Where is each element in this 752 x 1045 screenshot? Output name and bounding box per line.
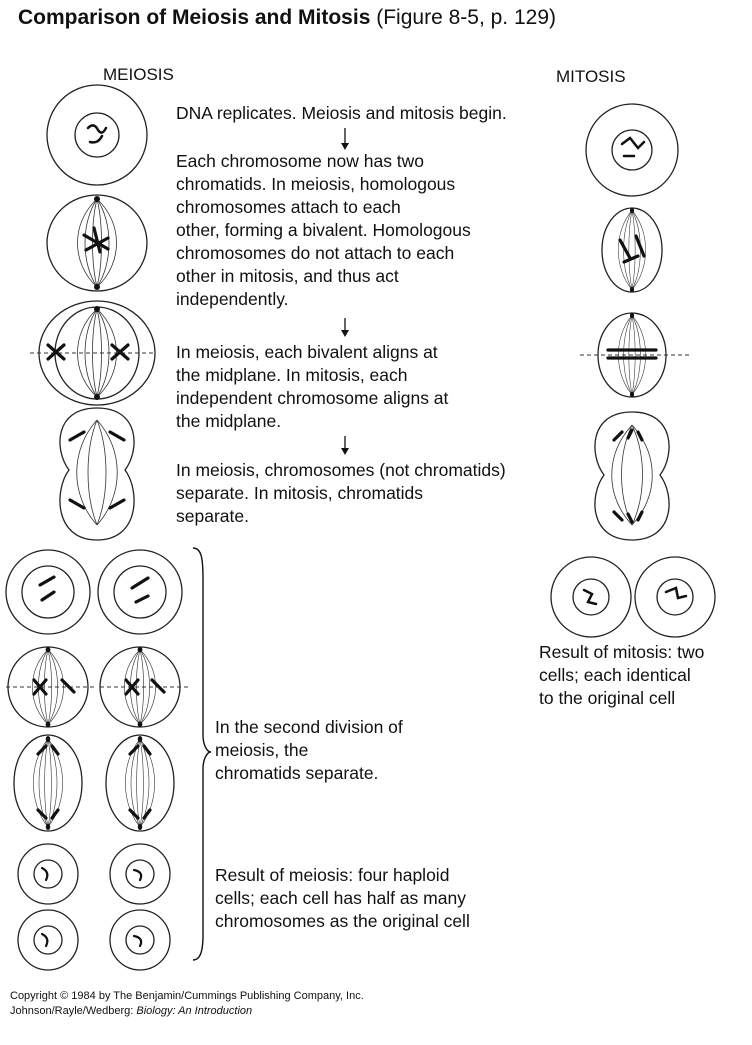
text-line: In meiosis, chromosomes (not chromatids) xyxy=(176,460,506,480)
mitosis-cell-prophase xyxy=(602,208,662,293)
step-chromatids xyxy=(176,150,471,311)
text-line: independently. xyxy=(176,289,289,309)
text-line: independent chromosome aligns at xyxy=(176,388,449,408)
text-line: other in mitosis, and thus act xyxy=(176,266,399,286)
text-line: the midplane. In mitosis, each xyxy=(176,365,408,385)
text-line: chromatids separate. xyxy=(215,763,379,783)
mitosis-cell-anaphase xyxy=(595,412,669,540)
copyright-credit xyxy=(10,989,364,1019)
title-reference: (Figure 8-5, p. 129) xyxy=(376,6,556,29)
step-midplane xyxy=(176,341,448,433)
text-line: other, forming a bivalent. Homologous xyxy=(176,220,471,240)
title-main: Comparison of Meiosis and Mitosis xyxy=(18,6,371,29)
meiosis-cell-interphase xyxy=(47,85,147,185)
text-line: the midplane. xyxy=(176,411,282,431)
meiosis-cell-anaphase xyxy=(60,408,134,540)
text-line: chromatids. In meiosis, homologous xyxy=(176,174,456,194)
step-dna-replicates xyxy=(176,102,507,125)
meiosis-cell-metaphase xyxy=(30,301,155,405)
text-line: to the original cell xyxy=(539,688,676,708)
text-line: In meiosis, each bivalent aligns at xyxy=(176,342,438,362)
text-line: Result of mitosis: two xyxy=(539,642,705,662)
text-line: chromosomes do not attach to each xyxy=(176,243,455,263)
meiosis-column-heading: MEIOSIS xyxy=(103,65,174,84)
mitosis-cell-metaphase xyxy=(580,313,690,398)
second-division-text xyxy=(215,716,403,785)
copyright-line: Copyright © 1984 by The Benjamin/Cummings Publishing Company, Inc. xyxy=(10,990,364,1002)
text-line: Each chromosome now has two xyxy=(176,151,425,171)
text-line: cells; each cell has half as many xyxy=(215,888,466,908)
text-line: meiosis, the xyxy=(215,740,309,760)
text-line: chromosomes attach to each xyxy=(176,197,401,217)
text-line: separate. In mitosis, chromatids xyxy=(176,483,424,503)
step-separate xyxy=(176,459,506,528)
result-meiosis-text xyxy=(215,864,470,933)
result-mitosis-text xyxy=(539,641,704,710)
authors-line xyxy=(10,1004,364,1019)
book-title: Biology: An Introduction xyxy=(136,1005,253,1017)
second-division-cells xyxy=(6,550,190,970)
mitosis-column-heading: MITOSIS xyxy=(556,67,626,86)
meiosis-cell-prophase xyxy=(47,195,147,291)
mitosis-cell-interphase xyxy=(586,104,678,196)
text-line: chromosomes as the original cell xyxy=(215,911,470,931)
mitosis-result-cells xyxy=(551,557,715,637)
text-line: cells; each identical xyxy=(539,665,691,685)
second-division-brace xyxy=(193,548,211,960)
text-line: Result of meiosis: four haploid xyxy=(215,865,450,885)
text-line: DNA replicates. Meiosis and mitosis begin. xyxy=(176,103,507,123)
text-line: separate. xyxy=(176,506,249,526)
text-line: In the second division of xyxy=(215,717,403,737)
authors: Johnson/Rayle/Wedberg: xyxy=(10,1005,137,1017)
